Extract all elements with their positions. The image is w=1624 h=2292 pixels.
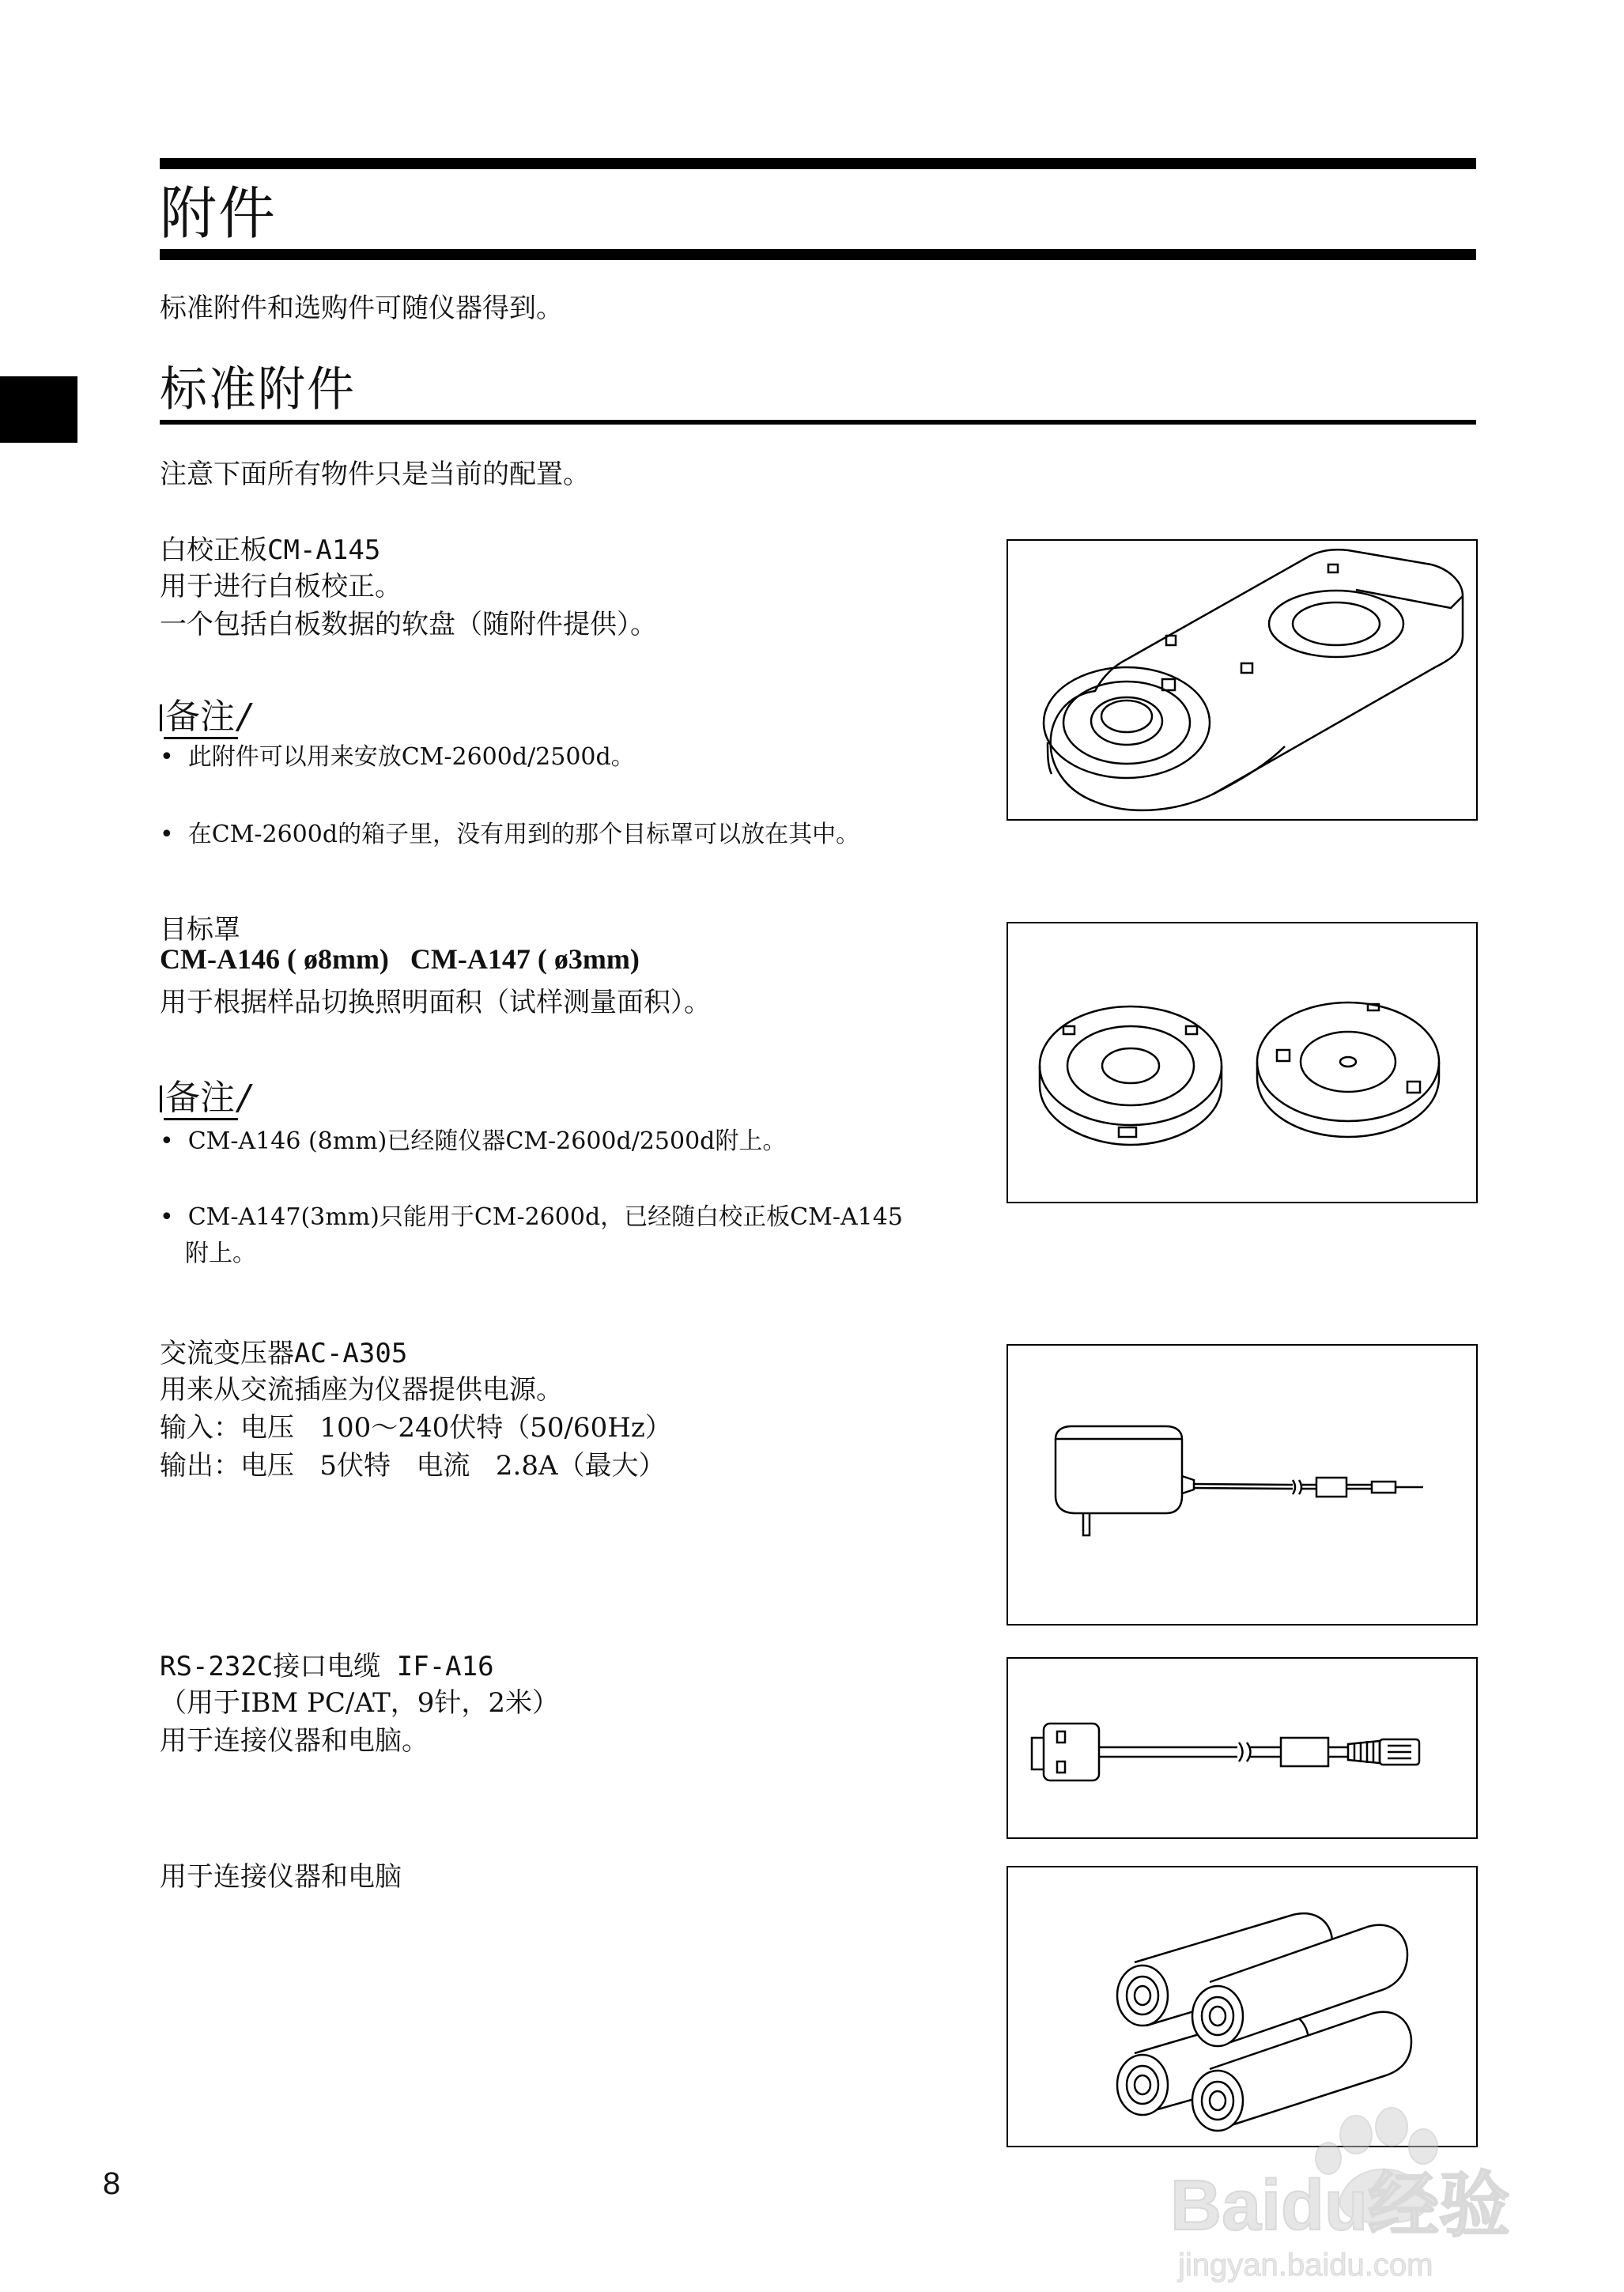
note-bullet: • 在CM-2600d的箱子里，没有用到的那个目标罩可以放在其中。 <box>160 821 860 848</box>
note-text: 在CM-2600d的箱子里，没有用到的那个目标罩可以放在其中。 <box>187 821 860 848</box>
page-title: 附件 <box>160 180 278 247</box>
note-continuation: 附上。 <box>185 1240 256 1267</box>
item-line: 输入：电压 100～240伏特（50/60Hz） <box>160 1412 672 1444</box>
item-title-batteries: 用于连接仪器和电脑 <box>160 1861 402 1893</box>
item-line: 用于进行白板校正。 <box>160 571 402 602</box>
ac-adapter-icon <box>1008 1346 1476 1624</box>
masks-image <box>1007 922 1478 1203</box>
item-line: 用来从交流插座为仪器提供电源。 <box>160 1374 563 1406</box>
note-heading: 备注/ <box>160 1069 250 1120</box>
item-line: 一个包括白板数据的软盘（随附件提供）。 <box>160 609 657 640</box>
item-line: 输出：电压 5伏特 电流 2.8A（最大） <box>160 1450 666 1482</box>
note-label: 备注 <box>164 697 238 739</box>
page-intro: 标准附件和选购件可随仪器得到。 <box>160 293 563 324</box>
watermark-brand: Baidu经验 <box>1170 2166 1511 2245</box>
note-heading: 备注/ <box>160 688 250 738</box>
cable-image <box>1007 1657 1478 1839</box>
item-title-plate: 白校正板CM-A145 <box>160 534 381 566</box>
item-line: 用于根据样品切换照明面积（试样测量面积）。 <box>160 987 711 1018</box>
item-title-masks: 目标罩 <box>160 914 240 946</box>
title-bottom-rule <box>160 249 1476 260</box>
plate-image <box>1007 539 1478 821</box>
adapter-image <box>1007 1344 1478 1626</box>
rs232c-cable-icon <box>1008 1659 1476 1837</box>
note-bullet: • CM-A146 (8mm)已经随仪器CM-2600d/2500d附上。 <box>160 1127 787 1155</box>
section-intro: 注意下面所有物件只是当前的配置。 <box>160 459 590 490</box>
top-rule <box>160 158 1476 169</box>
white-calibration-plate-icon <box>1008 541 1476 819</box>
chapter-tab <box>0 376 77 443</box>
item-line: 用于连接仪器和电脑。 <box>160 1725 429 1757</box>
note-text: CM-A147(3mm)只能用于CM-2600d，已经随白校正板CM-A145 <box>187 1203 903 1231</box>
target-mask-icon <box>1008 923 1476 1202</box>
watermark-url: jingyan.baidu.com <box>1178 2248 1433 2283</box>
note-bullet: • 此附件可以用来安放CM-2600d/2500d。 <box>160 743 635 771</box>
note-label: 备注 <box>164 1078 238 1120</box>
mask-models: CM-A146 ( ø8mm) CM-A147 ( ø3mm) <box>160 943 640 975</box>
item-line: （用于IBM PC/AT，9针，2米） <box>160 1687 560 1719</box>
item-title-adapter: 交流变压器AC-A305 <box>160 1338 408 1369</box>
baidu-watermark <box>1154 2095 1597 2285</box>
section-title: 标准附件 <box>160 362 356 417</box>
note-text: 此附件可以用来安放CM-2600d/2500d。 <box>187 743 635 771</box>
page-number: 8 <box>103 2166 121 2201</box>
note-bullet: • CM-A147(3mm)只能用于CM-2600d，已经随白校正板CM-A145 <box>160 1203 903 1231</box>
note-text: CM-A146 (8mm)已经随仪器CM-2600d/2500d附上。 <box>187 1127 787 1155</box>
section-rule <box>160 420 1476 425</box>
item-title-cable: RS-232C接口电缆 IF-A16 <box>160 1651 494 1682</box>
